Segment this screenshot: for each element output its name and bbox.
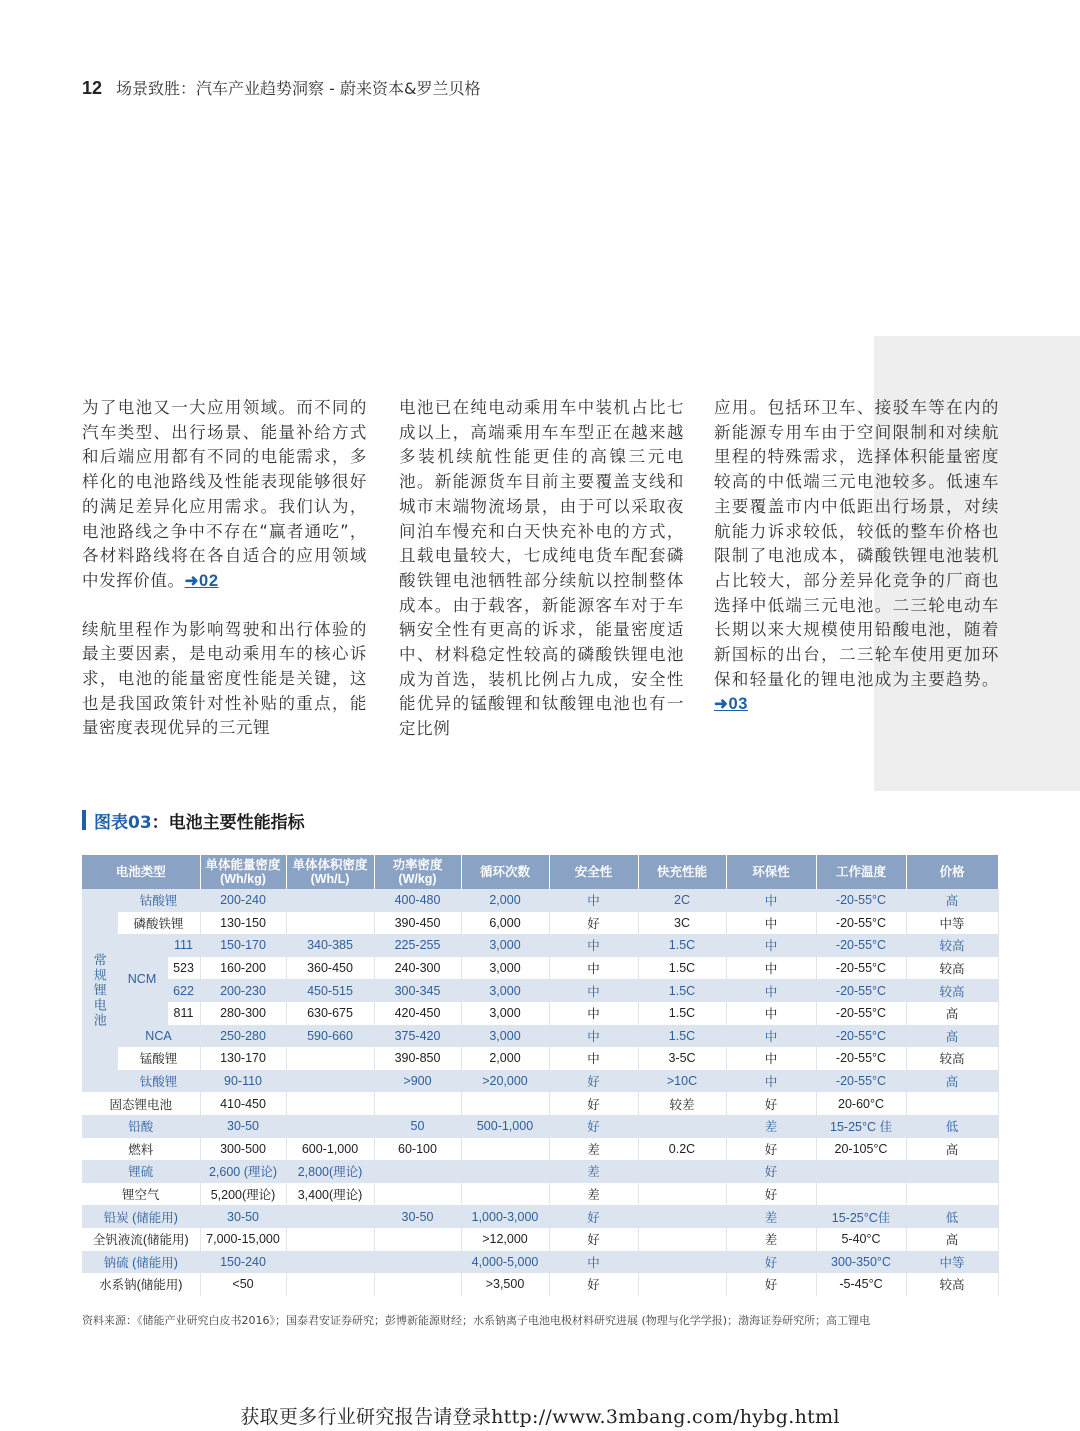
- table-cell: >900: [374, 1070, 461, 1093]
- table-cell: [374, 1183, 461, 1206]
- table-cell: 高: [906, 889, 998, 912]
- table-cell: 中: [726, 1070, 816, 1093]
- table-row: [82, 1183, 998, 1206]
- row-label-cell: 磷酸铁锂: [117, 912, 200, 935]
- table-cell: 375-420: [374, 1025, 461, 1048]
- table-cell: -20-55°C: [816, 957, 906, 980]
- table-cell: 20-60°C: [816, 1092, 906, 1115]
- table-cell: 2,600 (理论): [200, 1160, 286, 1183]
- table-cell: 较高: [906, 957, 998, 980]
- table-row: [82, 912, 998, 935]
- table-cell: 好: [549, 912, 638, 935]
- table-cell: 60-100: [374, 1138, 461, 1161]
- table-cell: 较高: [906, 934, 998, 957]
- table-cell: [286, 1092, 374, 1115]
- table-cell: 1.5C: [638, 1002, 726, 1025]
- table-cell: -20-55°C: [816, 889, 906, 912]
- table-cell: 中: [726, 957, 816, 980]
- table-cell: 340-385: [286, 934, 374, 957]
- table-cell: 中: [549, 1025, 638, 1048]
- table-cell: 90-110: [200, 1070, 286, 1093]
- table-cell: 15-25°C佳: [816, 1205, 906, 1228]
- group-label-cell: 常规锂电池: [82, 889, 117, 1092]
- table-cell: 中: [549, 889, 638, 912]
- table-cell: [374, 1273, 461, 1296]
- table-cell: 中: [726, 934, 816, 957]
- table-cell: 130-170: [200, 1047, 286, 1070]
- table-cell: 3,000: [461, 934, 549, 957]
- table-cell: 160-200: [200, 957, 286, 980]
- table-cell: 中: [726, 1047, 816, 1070]
- table-cell: 中: [549, 957, 638, 980]
- table-cell: 较高: [906, 1047, 998, 1070]
- header-cell: 环保性: [726, 855, 816, 889]
- header-cell: 快充性能: [638, 855, 726, 889]
- row-label-cell: 523: [167, 957, 200, 980]
- table-cell: 较高: [906, 1273, 998, 1296]
- row-label-cell: 111: [167, 934, 200, 957]
- table-cell: 差: [549, 1138, 638, 1161]
- table-cell: 好: [726, 1183, 816, 1206]
- paragraph-text: 续航里程作为影响驾驶和出行体验的最主要因素，是电动乘用车的核心诉求，电池的能量密度性能是关键，这也是我国政策针对性补贴的重点，能量密度表现优异的三元锂: [82, 619, 367, 738]
- row-label-cell: 锂空气: [82, 1183, 200, 1206]
- table-cell: 中: [549, 934, 638, 957]
- table-cell: 410-450: [200, 1092, 286, 1115]
- table-cell: [906, 1183, 998, 1206]
- table-cell: 中: [549, 1002, 638, 1025]
- figure-caption: 电池主要性能指标: [168, 812, 305, 833]
- paragraph: [399, 396, 684, 742]
- table-cell: 较高: [906, 979, 998, 1002]
- table-cell: 好: [549, 1092, 638, 1115]
- table-cell: [286, 1251, 374, 1274]
- table-cell: 6,000: [461, 912, 549, 935]
- table-cell: 中: [726, 889, 816, 912]
- table-cell: [638, 1205, 726, 1228]
- table-cell: [286, 912, 374, 935]
- table-cell: 630-675: [286, 1002, 374, 1025]
- table-row: [82, 889, 998, 912]
- table-cell: 3C: [638, 912, 726, 935]
- table-cell: [461, 1183, 549, 1206]
- figure-title: [82, 809, 305, 831]
- table-cell: <50: [200, 1273, 286, 1296]
- table-row: [82, 934, 998, 957]
- text-column-1: [82, 396, 367, 741]
- battery-performance-table: [82, 855, 999, 1296]
- table-cell: 30-50: [200, 1205, 286, 1228]
- row-label-cell: 固态锂电池: [82, 1092, 200, 1115]
- table-cell: -20-55°C: [816, 1070, 906, 1093]
- table-row: [82, 1092, 998, 1115]
- paragraph-text: 电池已在纯电动乘用车中装机占比七成以上，高端乘用车车型正在越来越多装机续航性能更佳的高镍三元电池。新能源货车目前主要覆盖支线和城市末端物流场景，由于可以采取夜间泊车慢充和白天快充补电的方式，且载电量较大，七成纯电货车配套磷酸铁锂电池牺牲部分续航以控制整体成本。由于载客，新能源客车对于车辆安全性有更高的诉求，能量密度适中、材料稳定性较高的磷酸铁锂电池成为首选，装机比例占九成，安全性能优异的锰酸锂和钛酸锂电池也有一定比例: [399, 398, 684, 739]
- table-cell: [906, 1160, 998, 1183]
- table-cell: 好: [549, 1205, 638, 1228]
- table-cell: [638, 1160, 726, 1183]
- table-cell: -20-55°C: [816, 912, 906, 935]
- table-cell: 1,000-3,000: [461, 1205, 549, 1228]
- table-cell: 低: [906, 1205, 998, 1228]
- table-cell: 2C: [638, 889, 726, 912]
- table-cell: [906, 1092, 998, 1115]
- table-row: [82, 1138, 998, 1161]
- table-cell: 150-240: [200, 1251, 286, 1274]
- table-cell: [461, 1092, 549, 1115]
- table-cell: 中: [726, 979, 816, 1002]
- table-cell: 300-500: [200, 1138, 286, 1161]
- table-cell: 低: [906, 1115, 998, 1138]
- arrow-right-icon: ➜: [184, 571, 200, 590]
- table-cell: 高: [906, 1228, 998, 1251]
- table-cell: 中: [726, 912, 816, 935]
- table-cell: -20-55°C: [816, 1002, 906, 1025]
- table-cell: 3-5C: [638, 1047, 726, 1070]
- table-cell: [638, 1273, 726, 1296]
- table-cell: [638, 1251, 726, 1274]
- table-cell: 中: [726, 1002, 816, 1025]
- table-cell: 50: [374, 1115, 461, 1138]
- row-label-cell: 水系钠(储能用): [82, 1273, 200, 1296]
- table-cell: 390-450: [374, 912, 461, 935]
- table-row: [82, 957, 998, 980]
- row-label-cell: 铅酸: [82, 1115, 200, 1138]
- header-cell: 单体能量密度 (Wh/kg): [200, 855, 286, 889]
- table-cell: 225-255: [374, 934, 461, 957]
- table-cell: 0.2C: [638, 1138, 726, 1161]
- text-column-2: [399, 396, 684, 742]
- table-cell: 高: [906, 1002, 998, 1025]
- header-cell: 工作温度: [816, 855, 906, 889]
- table-cell: 1.5C: [638, 1025, 726, 1048]
- table-cell: [286, 1047, 374, 1070]
- table-cell: 5,200(理论): [200, 1183, 286, 1206]
- table-cell: [816, 1183, 906, 1206]
- table-cell: 好: [726, 1092, 816, 1115]
- ref-number: 02: [199, 571, 219, 590]
- table-cell: 3,000: [461, 979, 549, 1002]
- table-row: [82, 1002, 998, 1025]
- row-label-cell: NCA: [117, 1025, 200, 1048]
- table-cell: >12,000: [461, 1228, 549, 1251]
- table-cell: 1.5C: [638, 957, 726, 980]
- table-cell: 450-515: [286, 979, 374, 1002]
- table-cell: 高: [906, 1138, 998, 1161]
- table-cell: 3,000: [461, 957, 549, 980]
- table-cell: 好: [549, 1070, 638, 1093]
- table-cell: 中: [549, 1047, 638, 1070]
- table-cell: [286, 1070, 374, 1093]
- figure-ref-link[interactable]: [185, 572, 219, 590]
- table-cell: 30-50: [374, 1205, 461, 1228]
- table-cell: 差: [549, 1160, 638, 1183]
- table-row: [82, 1273, 998, 1296]
- row-label-cell: 全钒液流(储能用): [82, 1228, 200, 1251]
- table-cell: 130-150: [200, 912, 286, 935]
- table-cell: 7,000-15,000: [200, 1228, 286, 1251]
- table-cell: 300-345: [374, 979, 461, 1002]
- table-cell: [816, 1160, 906, 1183]
- table-cell: [374, 1092, 461, 1115]
- table-cell: 240-300: [374, 957, 461, 980]
- table-cell: [374, 1251, 461, 1274]
- table-cell: 好: [549, 1228, 638, 1251]
- footer-link-text: 获取更多行业研究报告请登录http://www.3mbang.com/hybg.html: [240, 1406, 840, 1428]
- table-cell: 250-280: [200, 1025, 286, 1048]
- page-number: 12: [82, 78, 103, 98]
- table-cell: 4,000-5,000: [461, 1251, 549, 1274]
- table-cell: 30-50: [200, 1115, 286, 1138]
- table-cell: 500-1,000: [461, 1115, 549, 1138]
- table-cell: -5-45°C: [816, 1273, 906, 1296]
- table-cell: [461, 1160, 549, 1183]
- table-cell: 300-350°C: [816, 1251, 906, 1274]
- table-cell: 390-850: [374, 1047, 461, 1070]
- table-cell: 200-230: [200, 979, 286, 1002]
- header-cell: 电池类型: [82, 855, 200, 889]
- table-cell: 280-300: [200, 1002, 286, 1025]
- table-cell: -20-55°C: [816, 934, 906, 957]
- table-row: [82, 1070, 998, 1093]
- table-cell: 150-170: [200, 934, 286, 957]
- header-cell: 循环次数: [461, 855, 549, 889]
- row-label-cell: 锂硫: [82, 1160, 200, 1183]
- table-cell: 中: [726, 1025, 816, 1048]
- table-cell: 好: [549, 1115, 638, 1138]
- table-cell: 3,400(理论): [286, 1183, 374, 1206]
- table-cell: -20-55°C: [816, 1047, 906, 1070]
- arrow-right-icon: ➜: [714, 695, 729, 714]
- table-row: [82, 1228, 998, 1251]
- table-cell: 中等: [906, 912, 998, 935]
- table-cell: 中: [549, 1251, 638, 1274]
- table-cell: 20-105°C: [816, 1138, 906, 1161]
- paragraph: [82, 618, 367, 742]
- table-cell: 5-40°C: [816, 1228, 906, 1251]
- table-cell: 1.5C: [638, 979, 726, 1002]
- ref-number: 03: [728, 695, 748, 714]
- table-row: [82, 1047, 998, 1070]
- figure-label: 图表03: [94, 812, 152, 833]
- table-cell: [374, 1228, 461, 1251]
- figure-ref-link[interactable]: [714, 695, 748, 713]
- table-cell: 360-450: [286, 957, 374, 980]
- table-cell: [286, 1115, 374, 1138]
- table-cell: [374, 1160, 461, 1183]
- row-label-cell: 锰酸锂: [117, 1047, 200, 1070]
- paragraph-text: 应用。包括环卫车、接驳车等在内的新能源专用车由于空间限制和对续航里程的特殊需求，选择体积能量密度较高的中低端三元电池较多。低速车主要覆盖市内中低距出行场景，对续航能力诉求较低，较低的整车价格也限制了电池成本，磷酸铁锂电池装机占比较大，部分差异化竞争的厂商也选择中低端三元电池。二三轮电动车长期以来大规模使用铅酸电池，随着新国标的出台，二三轮车使用更加环保和轻量化的锂电池成为主要趋势。: [714, 398, 999, 689]
- table-cell: 高: [906, 1025, 998, 1048]
- table-cell: 差: [726, 1228, 816, 1251]
- table-row: [82, 1205, 998, 1228]
- page-header: [82, 76, 480, 102]
- table-cell: 2,000: [461, 889, 549, 912]
- row-label-cell: 622: [167, 979, 200, 1002]
- table-cell: [286, 1273, 374, 1296]
- table-cell: 好: [549, 1273, 638, 1296]
- table-cell: 高: [906, 1070, 998, 1093]
- source-note: 资料来源：《储能产业研究白皮书2016》；国泰君安证券研究；彭博新能源财经；水系钠离子电池电极材料研究进展 (物理与化学学报)；渤海证券研究所；高工锂电: [82, 1314, 871, 1327]
- table-row: [82, 1251, 998, 1274]
- row-label-cell: 铅炭 (储能用): [82, 1205, 200, 1228]
- table-cell: 3,000: [461, 1025, 549, 1048]
- paragraph-text: 为了电池又一大应用领域。而不同的汽车类型、出行场景、能量补给方式和后端应用都有不同的电能需求，多样化的电池路线及性能表现能够很好的满足差异化应用需求。我们认为，电池路线之争中不存在“赢者通吃”，各材料路线将在各自适合的应用领域中发挥价值。: [82, 398, 367, 590]
- table-cell: -20-55°C: [816, 979, 906, 1002]
- table-cell: [286, 1205, 374, 1228]
- header-cell: 单体体积密度 (Wh/L): [286, 855, 374, 889]
- row-label-cell: 燃料: [82, 1138, 200, 1161]
- table-row: [82, 1115, 998, 1138]
- table-cell: >20,000: [461, 1070, 549, 1093]
- row-label-cell: 811: [167, 1002, 200, 1025]
- table-cell: 200-240: [200, 889, 286, 912]
- table-cell: 2,800(理论): [286, 1160, 374, 1183]
- table-cell: 中: [549, 979, 638, 1002]
- table-cell: 较差: [638, 1092, 726, 1115]
- table-cell: 15-25°C 佳: [816, 1115, 906, 1138]
- table-row: [82, 1160, 998, 1183]
- paragraph: [714, 396, 999, 717]
- table-cell: 好: [726, 1138, 816, 1161]
- table-cell: 好: [726, 1160, 816, 1183]
- table-cell: 好: [726, 1251, 816, 1274]
- table-cell: 中等: [906, 1251, 998, 1274]
- table-cell: 400-480: [374, 889, 461, 912]
- table-cell: [461, 1138, 549, 1161]
- table-cell: 420-450: [374, 1002, 461, 1025]
- table-cell: >10C: [638, 1070, 726, 1093]
- table-cell: 2,000: [461, 1047, 549, 1070]
- table-cell: 差: [726, 1205, 816, 1228]
- table-row: [82, 1025, 998, 1048]
- table-cell: >3,500: [461, 1273, 549, 1296]
- table-cell: 好: [726, 1273, 816, 1296]
- table-cell: [638, 1115, 726, 1138]
- table-cell: [286, 1228, 374, 1251]
- table-cell: [286, 889, 374, 912]
- header-cell: 价格: [906, 855, 998, 889]
- table-row: [82, 979, 998, 1002]
- table-cell: 差: [726, 1115, 816, 1138]
- text-column-3: [714, 396, 999, 717]
- row-label-cell: 钴酸锂: [117, 889, 200, 912]
- header-cell: 安全性: [549, 855, 638, 889]
- paragraph: [82, 396, 367, 594]
- table-cell: [638, 1228, 726, 1251]
- figure-sep: ：: [151, 812, 169, 833]
- ncm-label-cell: NCM: [117, 934, 167, 1024]
- table-cell: 1.5C: [638, 934, 726, 957]
- table-cell: -20-55°C: [816, 1025, 906, 1048]
- header-cell: 功率密度 (W/kg): [374, 855, 461, 889]
- row-label-cell: 钠硫 (储能用): [82, 1251, 200, 1274]
- table-cell: 590-660: [286, 1025, 374, 1048]
- title-accent-bar: [82, 810, 86, 830]
- table-cell: 差: [549, 1183, 638, 1206]
- table-cell: [638, 1183, 726, 1206]
- table-header-row: [82, 855, 998, 889]
- table-cell: 600-1,000: [286, 1138, 374, 1161]
- table-cell: 3,000: [461, 1002, 549, 1025]
- header-title: 场景致胜：汽车产业趋势洞察 - 蔚来资本&罗兰贝格: [116, 79, 481, 98]
- row-label-cell: 钛酸锂: [117, 1070, 200, 1093]
